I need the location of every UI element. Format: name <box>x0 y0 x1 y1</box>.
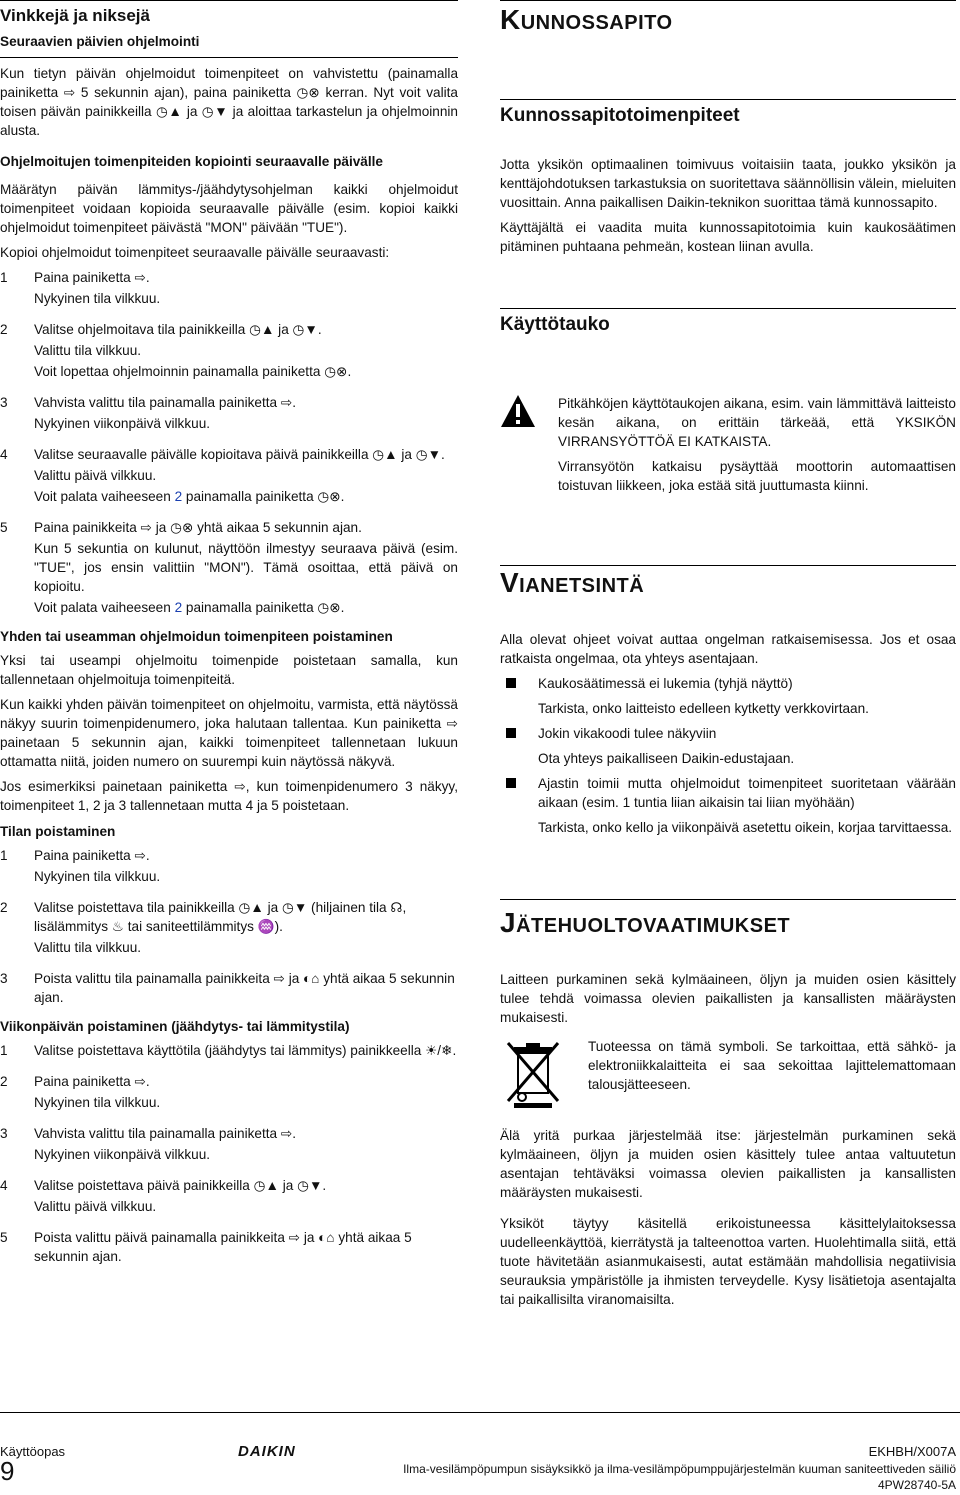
section-rule <box>0 0 458 1</box>
list-item-note: Tarkista, onko laitteisto edelleen kytketty verkkovirtaan. <box>538 701 869 716</box>
step-item: 5 Poista valittu päivä painamalla painikkeita ⇨ ja ◐⌂ yhtä aikaa 5 sekunnin ajan. <box>0 1230 412 1264</box>
doc-type: Käyttöopas <box>0 1444 66 1459</box>
step-item: 3 Poista valittu tila painamalla painikkeita ⇨ ja ◐⌂ yhtä aikaa 5 sekunnin ajan. <box>0 971 455 1005</box>
step-item: 4 Valitse poistettava päivä painikkeilla ◷▲ ja ◷▼. <box>0 1178 327 1193</box>
step-note: Nykyinen tila vilkkuu. <box>34 1095 161 1110</box>
vianetsinta-title: Vianetsintä <box>500 567 645 598</box>
step-note: Valittu tila vilkkuu. <box>34 940 142 955</box>
weee-block <box>500 1037 956 1114</box>
document-code: 4PW28740-5A <box>877 1478 956 1492</box>
kunnossapito-title: Kunnossapito <box>500 4 673 35</box>
step-item: 2 Valitse ohjelmoitava tila painikkeilla ◷▲ ja ◷▼. <box>0 322 322 337</box>
heading-kopiointi: Ohjelmoitujen toimenpiteiden kopiointi seuraavalle päivälle <box>0 154 383 169</box>
step-item: 3 Vahvista valittu tila painamalla painiketta ⇨. <box>0 395 297 410</box>
paragraph: Laitteen purkaminen sekä kylmäaineen, öljyn ja muiden osien käsittely tulee tehdä voimassa olevien paikallisten ja kansallisten määräysten mukaisesti. <box>500 972 956 1025</box>
paragraph: Yksiköt täytyy käsitellä erikoistuneessa käsittelylaitoksessa uudelleenkäyttöä, kierrätystä ja talteenottoa varten. Huolehtimalla siitä, että tuote hävitetään asianmukaisesti, autat estämään mahdollisia negatiivisia seurauksia ympäristölle ja ihmisten terveydelle. Kysy lisätietoja asentajalta tai paikallisilta viranomaisilta. <box>500 1216 956 1307</box>
paragraph: Jotta yksikön optimaalinen toimivuus voitaisiin taata, joukko yksikön ja kenttäjohdotuksen tarkastuksia on suoritettava säännöllisin välein, mieluiten vuosittain. Anna paikallisen Daikin-teknikon suorittaa tämä kunnossapito. <box>500 157 956 210</box>
list-item-note: Tarkista, onko kello ja viikonpäivä asetettu oikein, korjaa tarvittaessa. <box>538 820 953 835</box>
product-description: Ilma-vesilämpöpumpun sisäyksikkö ja ilma-vesilämpöpumppujärjestelmän kuuman saniteettiveden säiliö <box>403 1462 956 1476</box>
step-note: Voit palata vaiheeseen 2 painamalla painiketta ◷⊗. <box>34 600 345 615</box>
step-item: 5 Paina painikkeita ⇨ ja ◷⊗ yhtä aikaa 5 sekunnin ajan. <box>0 520 362 535</box>
heading-poistaminen: Yhden tai useamman ohjelmoidun toimenpiteen poistaminen <box>0 629 393 644</box>
heading-viikonpaivan: Viikonpäivän poistaminen (jäähdytys- tai lämmitystila) <box>0 1019 350 1034</box>
step-item: 4 Valitse seuraavalle päivälle kopioitava päivä painikkeilla ◷▲ ja ◷▼. <box>0 447 445 462</box>
list-item: Kaukosäätimessä ei lukemia (tyhjä näyttö) <box>500 674 956 693</box>
step-note: Voit lopettaa ohjelmoinnin painamalla painiketta ◷⊗. <box>34 364 352 379</box>
model-code: EKHBH/X007A <box>868 1444 956 1459</box>
weee-bin-icon <box>500 1037 588 1114</box>
section-title: Vinkkejä ja niksejä <box>0 6 150 25</box>
step-item: 3 Vahvista valittu tila painamalla painiketta ⇨. <box>0 1126 297 1141</box>
step-note: Kun 5 sekuntia on kulunut, näyttöön ilmestyy seuraava päivä (esim. "TUE", jos ensin valittiin "MON"). Tämä osoittaa, että päivä on kopioitu. <box>34 541 458 594</box>
paragraph: Kopioi ohjelmoidut toimenpiteet seuraavalle päivälle seuraavasti: <box>0 245 390 260</box>
heading-tilan-poistaminen: Tilan poistaminen <box>0 824 116 839</box>
section-rule <box>500 0 956 1</box>
paragraph: Pitkähköjen käyttötaukojen aikana, esim. vain lämmittävä laitteisto kesän aikana, on erittäin tärkeää, että YKSIKÖN VIRRANSYÖTTÖÄ EI KATKAISTA. <box>558 396 956 449</box>
divider <box>0 57 458 58</box>
paragraph: Tuoteessa on tämä symboli. Se tarkoittaa, että sähkö- ja elektroniikkalaitteita ei saa sekoittaa lajittelemattomaan talousjätteeseen. <box>588 1039 956 1092</box>
step-note: Valittu tila vilkkuu. <box>34 343 142 358</box>
footer-rule <box>0 1412 960 1413</box>
kunnossapitotoimenpiteet-title: Kunnossapitotoimenpiteet <box>500 105 740 126</box>
step-note: Nykyinen viikonpäivä vilkkuu. <box>34 416 211 431</box>
list-item-note: Ota yhteys paikalliseen Daikin-edustajaan. <box>538 751 795 766</box>
page-footer <box>0 1400 960 1492</box>
paragraph: Käyttäjältä ei vaadita muita kunnossapitotoimia kuin kaukosäätimen pitäminen puhtaana pehmeän, kostean liinan avulla. <box>500 220 956 254</box>
step-item: 1 Paina painiketta ⇨. <box>0 848 150 863</box>
step-note: Voit palata vaiheeseen 2 painamalla painiketta ◷⊗. <box>34 489 345 504</box>
daikin-logo: DAIKIN <box>238 1443 296 1460</box>
step-list <box>0 268 458 617</box>
warning-block <box>500 394 956 501</box>
paragraph: Yksi tai useampi ohjelmoitu toimenpide poistetaan samalla, kun tallennetaan ohjelmoituja toimenpiteitä. <box>0 653 458 687</box>
step-item: 2 Paina painiketta ⇨. <box>0 1074 150 1089</box>
paragraph: Virransyötön katkaisu pysäyttää moottorin automaattisen toistuvan liikkeen, joka estää sitä juuttumasta kiinni. <box>558 459 956 493</box>
warning-icon <box>500 394 558 501</box>
step-item: 2 Valitse poistettava tila painikkeilla ◷▲ ja ◷▼ (hiljainen tila ☊, lisälämmitys ♨ tai saniteettilämmitys ♒). <box>0 900 407 934</box>
list-item: Jokin vikakoodi tulee näkyviin <box>500 724 956 743</box>
page-number: 9 <box>0 1456 15 1486</box>
step-note: Nykyinen viikonpäivä vilkkuu. <box>34 1147 211 1162</box>
step-note: Nykyinen tila vilkkuu. <box>34 869 161 884</box>
step-item: 1 Valitse poistettava käyttötila (jäähdytys tai lämmitys) painikkeella ☀/❄. <box>0 1043 457 1058</box>
divider <box>500 308 956 309</box>
left-column <box>0 0 458 1268</box>
kayttotauko-title: Käyttötauko <box>500 314 610 335</box>
heading-seuraavien: Seuraavien päivien ohjelmointi <box>0 34 200 49</box>
paragraph: Jos esimerkiksi painetaan painiketta ⇨, kun toimenpidenumero 3 näkyy, toimenpiteet 1, 2 ja 3 tallennetaan mutta 4 ja 5 poistetaan. <box>0 779 458 813</box>
step-note: Valittu päivä vilkkuu. <box>34 1199 157 1214</box>
right-column <box>500 0 956 1315</box>
divider <box>500 99 956 100</box>
divider <box>500 899 956 900</box>
paragraph: Älä yritä purkaa järjestelmää itse: järjestelmän purkaminen sekä kylmäaineen, öljyn ja muiden osien käsittely tulee antaa valtuutetun asentajan tehtäväksi voimassa olevien paikallisten ja kansallisten määräysten mukaisesti. <box>500 1128 956 1200</box>
paragraph: Kun kaikki yhden päivän toimenpiteet on ohjelmoitu, varmista, että näytössä näkyy suurin toimenpidenumero, joka halutaan tallentaa. Kun painiketta ⇨ painetaan 5 sekunnin ajan, kaikki toimenpiteet tallennetaan lukuun ottamatta niitä, joiden numero on suurempi kuin näytössä näkyvä. <box>0 697 458 769</box>
list-item: Ajastin toimii mutta ohjelmoidut toimenpiteet suoritetaan väärään aikaan (esim. 1 tuntia liian aikaisin tai liian myöhään) <box>500 774 956 812</box>
step-note: Nykyinen tila vilkkuu. <box>34 291 161 306</box>
paragraph: Kun tietyn päivän ohjelmoidut toimenpiteet on vahvistettu (painamalla painiketta ⇨ 5 sekunnin ajan), paina painiketta ◷⊗ kerran. Nyt voit valita toisen päivän painikkeilla ◷▲ ja ◷▼ ja aloittaa tarkastelun ja ohjelmoinnin alusta. <box>0 66 458 138</box>
paragraph: Alla olevat ohjeet voivat auttaa ongelman ratkaisemisessa. Jos et osaa ratkaista ongelmaa, ota yhteys asentajaan. <box>500 632 956 666</box>
step-item: 1 Paina painiketta ⇨. <box>0 270 150 285</box>
step-note: Valittu päivä vilkkuu. <box>34 468 157 483</box>
paragraph: Määrätyn päivän lämmitys-/jäähdytysohjelman kaikki ohjelmoidut toimenpiteet voidaan kopioida seuraavalle päivälle (esim. kopioi kaikki ohjelmoidut toimenpiteet päivästä "MON" päivään "TUE"). <box>0 182 458 235</box>
jatehuolto-title: Jätehuoltovaatimukset <box>500 907 791 938</box>
